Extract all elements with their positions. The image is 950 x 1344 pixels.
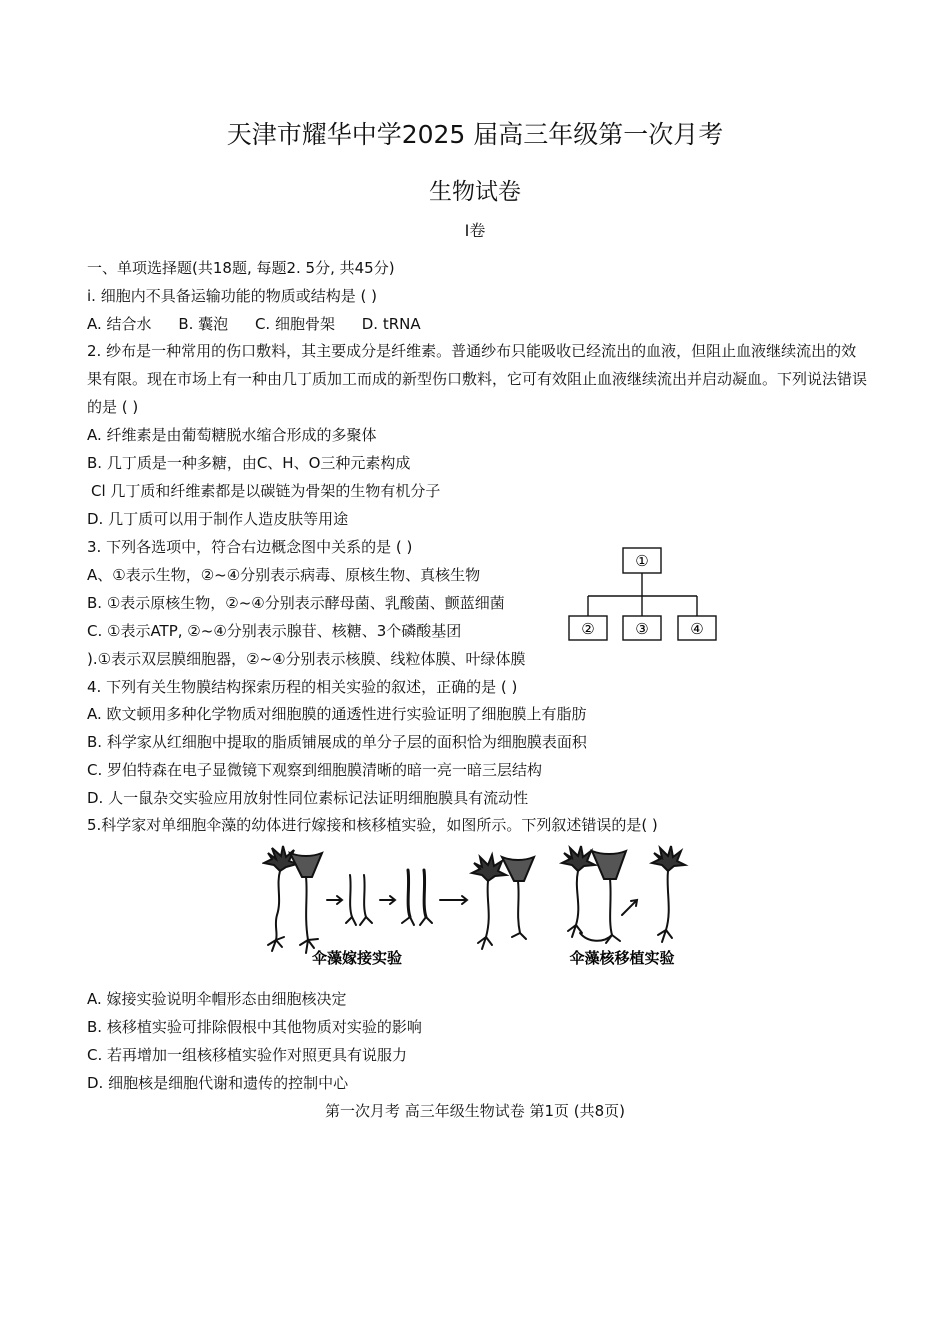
acetabularia-figure	[262, 845, 692, 970]
q3-option-d: ).①表示双层膜细胞器，②~④分别表示核膜、线粒体膜、叶绿体膜	[87, 650, 526, 668]
q3-option-c: C. ①表示ATP, ②~④分别表示腺苷、核糖、3个磷酸基团	[87, 622, 462, 640]
section-heading: 一、单项选择题(共18题, 每题2. 5分, 共45分)	[87, 259, 395, 277]
graft-stem-cut	[346, 875, 372, 925]
q2-option-c: Cl 几丁质和纤维素都是以碳链为骨架的生物有机分子	[91, 482, 441, 500]
q3-option-b: B. ①表示原核生物，②~④分别表示酵母菌、乳酸菌、颤蓝细菌	[87, 594, 505, 612]
concept-diagram	[560, 544, 720, 644]
transplant-plant-star	[562, 846, 595, 937]
q1-option-b: B. 囊泡	[178, 315, 229, 333]
graft-plant-star	[264, 846, 297, 951]
graft-label: 伞藻嫁接实验	[311, 949, 403, 967]
transplant-result-plant	[652, 846, 685, 942]
q5-option-c: C. 若再增加一组核移植实验作对照更具有说服力	[87, 1046, 408, 1064]
q4-stem: 4. 下列有关生物膜结构探索历程的相关实验的叙述，正确的是 ( )	[87, 678, 518, 696]
q1-option-c: C. 细胞骨架	[254, 315, 335, 333]
page-footer: 第一次月考 高三年级生物试卷 第1页 (共8页)	[324, 1102, 626, 1120]
q1-option-d: D. tRNA	[361, 315, 421, 333]
q4-option-b: B. 科学家从红细胞中提取的脂质铺展成的单分子层的面积恰为细胞膜表面积	[87, 733, 587, 751]
graft-plant-umbrella	[290, 853, 322, 953]
q1-option-a: A. 结合水	[87, 315, 152, 333]
q1-options	[87, 314, 443, 334]
q2-option-b: B. 几丁质是一种多糖，由C、H、O三种元素构成	[87, 454, 411, 472]
q5-option-a: A. 嫁接实验说明伞帽形态由细胞核决定	[87, 990, 347, 1008]
q5-option-b: B. 核移植实验可排除假根中其他物质对实验的影响	[87, 1018, 422, 1036]
q5-option-d: D. 细胞核是细胞代谢和遗传的控制中心	[87, 1074, 349, 1092]
transplant-label: 伞藻核移植实验	[569, 949, 675, 967]
concept-label-1: ①	[635, 552, 649, 570]
concept-label-2: ②	[581, 620, 595, 638]
graft-stem-swapped	[402, 870, 432, 925]
q2-stem: 2. 纱布是一种常用的伤口敷料，其主要成分是纤维素。普通纱布只能吸收已经流出的血液，但阻止血液继续流出的效果有限。现在市场上有一种由几丁质加工而成的新型伤口敷料，它可有效阻止血液继续流出并启动凝血。下列说法错误的是 ( )	[87, 342, 868, 416]
volume-label: I卷	[464, 221, 486, 240]
q5-stem: 5.科学家对单细胞伞藻的幼体进行嫁接和核移植实验，如图所示。下列叙述错误的是( )	[87, 816, 658, 834]
q3-stem: 3. 下列各选项中，符合右边概念图中关系的是 ( )	[87, 538, 413, 556]
q4-option-c: C. 罗伯特森在电子显微镜下观察到细胞膜清晰的暗一亮一暗三层结构	[87, 761, 543, 779]
q1-stem: i. 细胞内不具备运输功能的物质或结构是 ( )	[87, 287, 377, 305]
q4-option-d: D. 人一鼠杂交实验应用放射性同位素标记法证明细胞膜具有流动性	[87, 789, 529, 807]
concept-label-3: ③	[635, 620, 649, 638]
q2-option-a: A. 纤维素是由葡萄糖脱水缩合形成的多聚体	[87, 426, 377, 444]
graft-result-plants	[472, 855, 534, 949]
exam-title: 天津市耀华中学2025 届高三年级第一次月考	[226, 120, 724, 149]
q3-option-a: A、①表示生物，②~④分别表示病毒、原核生物、真核生物	[87, 566, 481, 584]
q2-option-d: D. 几丁质可以用于制作人造皮肤等用途	[87, 510, 349, 528]
q4-option-a: A. 欧文顿用多种化学物质对细胞膜的通透性进行实验证明了细胞膜上有脂肪	[87, 705, 587, 723]
concept-label-4: ④	[690, 620, 704, 638]
subject-title: 生物试卷	[429, 179, 521, 205]
